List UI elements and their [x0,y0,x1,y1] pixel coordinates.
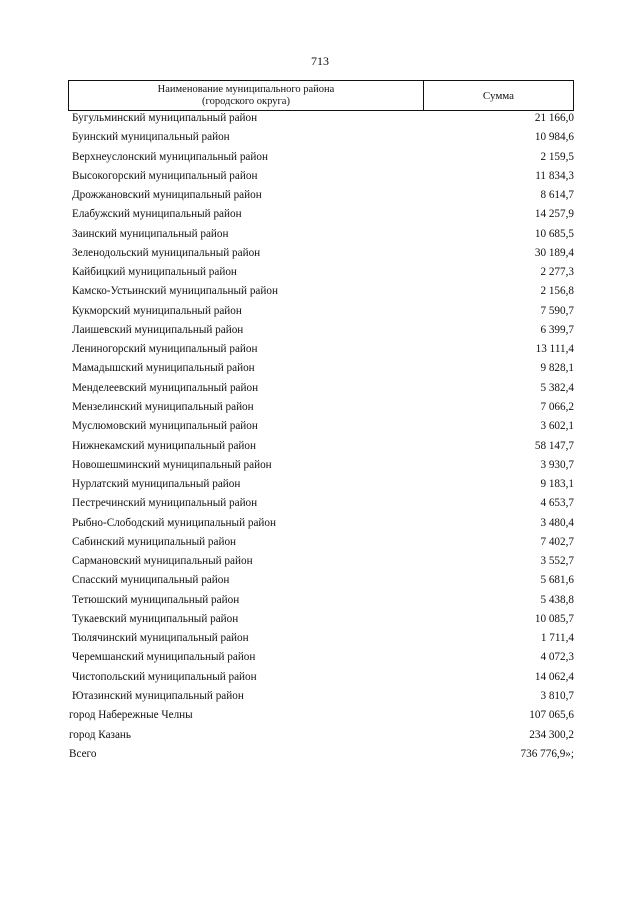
row-name: Всего [69,747,97,760]
table-row [0,381,640,400]
table-row [0,304,640,323]
row-name: Мамадышский муниципальный район [72,362,255,375]
table-row [0,535,640,554]
row-name: Заинский муниципальный район [72,227,229,240]
row-name: Лениногорский муниципальный район [72,343,258,356]
table-row [0,631,640,650]
table-row [0,708,640,727]
header-name-column [69,81,424,110]
row-value: 234 300,2 [529,728,574,741]
row-value: 30 189,4 [534,246,574,259]
row-name: город Набережные Челны [69,709,193,722]
table-row [0,111,640,130]
table-header [68,80,574,111]
table-row [0,342,640,361]
table-row [0,150,640,169]
row-name: Дрожжановский муниципальный район [72,189,262,202]
row-name: Нижнекамский муниципальный район [72,439,257,452]
row-value: 9 183,1 [540,478,574,491]
row-name: Тюлячинский муниципальный район [72,632,249,645]
table-body [0,111,640,766]
row-name: Кукморский муниципальный район [72,304,242,317]
table-row [0,689,640,708]
row-name: Спасский муниципальный район [72,574,230,587]
page-number: 713 [311,54,329,68]
table-row [0,728,640,747]
row-name: Кайбицкий муниципальный район [72,266,237,279]
row-name: Высокогорский муниципальный район [72,169,258,182]
row-value: 7 066,2 [540,400,574,413]
row-value: 5 681,6 [540,574,574,587]
row-value: 7 590,7 [540,304,574,317]
row-value: 2 159,5 [540,150,574,163]
row-value: 21 166,0 [534,112,574,124]
table-row [0,227,640,246]
row-name: Тетюшский муниципальный район [72,593,240,606]
row-name: Новошешминский муниципальный район [72,458,272,471]
row-name: Черемшанский муниципальный район [72,651,256,664]
row-value: 10 984,6 [534,131,574,144]
row-value: 2 277,3 [540,266,574,279]
row-value: 3 552,7 [540,555,574,568]
table-row [0,650,640,669]
header-name-line2: (городского округа) [202,96,290,107]
row-name: Нурлатский муниципальный район [72,478,241,491]
row-name: Муслюмовский муниципальный район [72,420,258,433]
row-name: Тукаевский муниципальный район [72,612,239,625]
row-value: 3 930,7 [540,458,574,471]
row-value: 3 810,7 [540,689,574,702]
row-value: 3 480,4 [540,516,574,529]
row-name: Рыбно-Слободский муниципальный район [72,516,276,529]
row-name: Мензелинский муниципальный район [72,400,254,413]
table-row [0,265,640,284]
table-row [0,477,640,496]
table-row [0,612,640,631]
row-name: Лаишевский муниципальный район [72,323,244,336]
table-row [0,670,640,689]
table-row [0,361,640,380]
row-name: Елабужский муниципальный район [72,208,242,221]
row-name: город Казань [69,728,132,741]
row-value: 4 653,7 [540,497,574,510]
row-value: 13 111,4 [535,343,574,356]
row-value: 14 062,4 [534,670,574,683]
row-name: Бугульминский муниципальный район [72,112,258,124]
table-row [0,593,640,612]
table-row [0,747,640,766]
row-value: 8 614,7 [540,189,574,202]
row-value: 9 828,1 [540,362,574,375]
row-value: 1 711,4 [540,632,574,645]
table-row [0,169,640,188]
table-row [0,323,640,342]
row-name: Камско-Устьинский муниципальный район [72,285,278,298]
row-value: 10 685,5 [534,227,574,240]
table-row [0,573,640,592]
table-row [0,246,640,265]
table-row [0,496,640,515]
table-row [0,458,640,477]
row-name: Менделеевский муниципальный район [72,381,259,394]
header-name-line1: Наименование муниципального района [157,84,335,95]
row-value: 2 156,8 [540,285,574,298]
row-value: 4 072,3 [540,651,574,664]
row-value: 5 438,8 [540,593,574,606]
row-value: 7 402,7 [540,535,574,548]
row-name: Сабинский муниципальный район [72,535,237,548]
row-name: Чистопольский муниципальный район [72,670,257,683]
row-name: Ютазинский муниципальный район [72,689,244,702]
table-row [0,130,640,149]
row-value: 14 257,9 [534,208,574,221]
row-name: Сармановский муниципальный район [72,555,253,568]
row-name: Пестречинский муниципальный район [72,497,258,510]
table-row [0,419,640,438]
row-value: 736 776,9»; [520,747,574,760]
row-name: Верхнеуслонский муниципальный район [72,150,268,163]
table-row [0,400,640,419]
row-value: 58 147,7 [534,439,574,452]
table-row [0,284,640,303]
row-name: Зеленодольский муниципальный район [72,246,261,259]
row-value: 3 602,1 [540,420,574,433]
row-value: 107 065,6 [529,709,574,722]
row-name: Буинский муниципальный район [72,131,230,144]
row-value: 10 085,7 [534,612,574,625]
table-row [0,516,640,535]
table-row [0,554,640,573]
row-value: 5 382,4 [540,381,574,394]
header-sum-column: Сумма [482,90,515,102]
table-row [0,188,640,207]
table-row [0,439,640,458]
table-row [0,207,640,226]
row-value: 6 399,7 [540,323,574,336]
row-value: 11 834,3 [535,169,574,182]
